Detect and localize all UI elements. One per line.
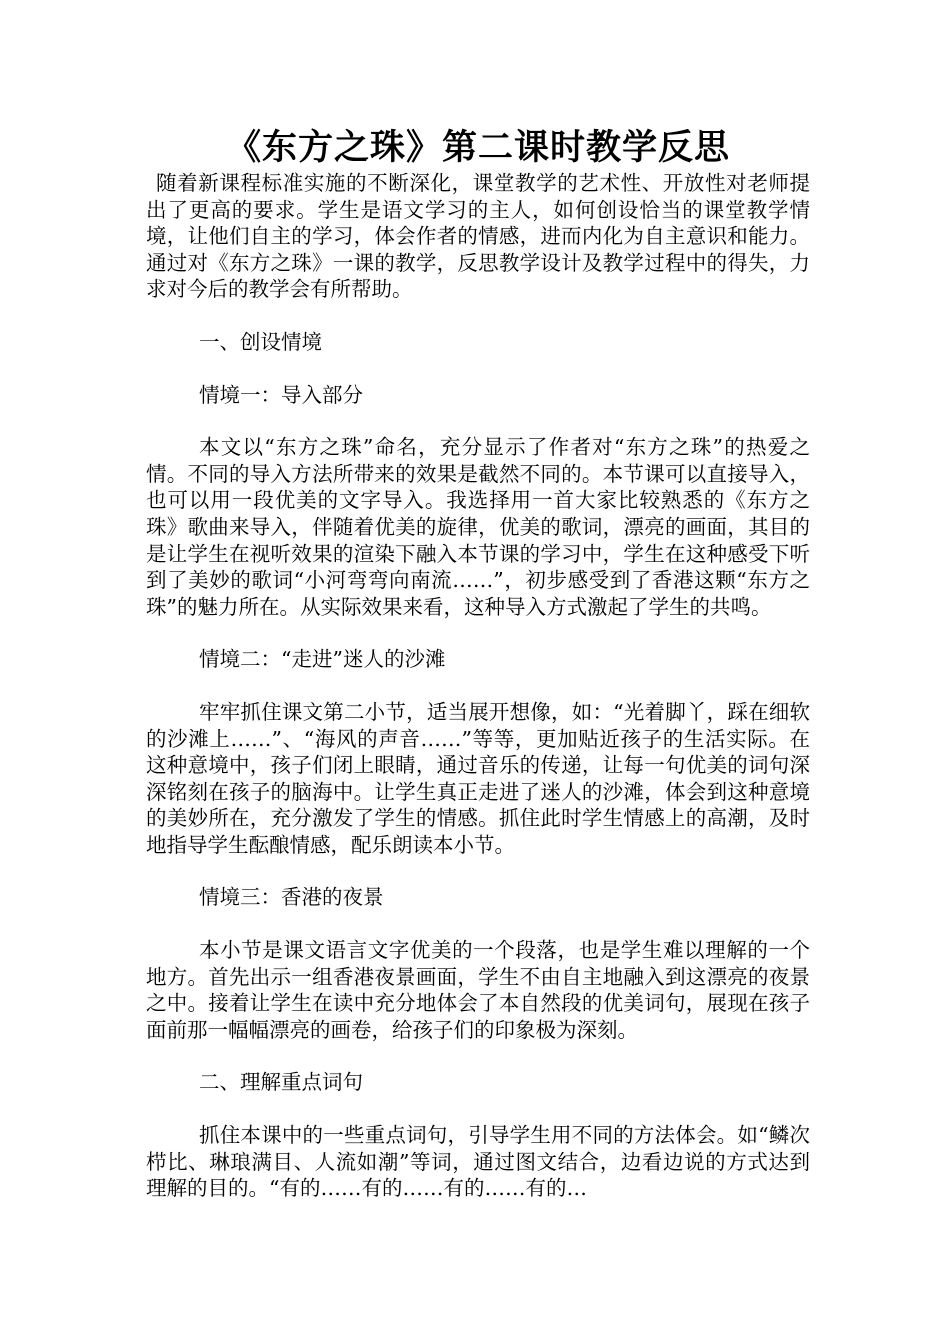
scene-heading-3: 情境三：香港的夜景 (199, 885, 384, 910)
scene-paragraph-2: 牢牢抓住课文第二小节，适当展开想像，如：“光着脚丫，踩在细软的沙滩上……”、“海风的声音……”等等，更加贴近孩子的生活实际。在这种意境中，孩子们闭上眼睛，通过音乐的传递，让每一句优美的词句深深铭刻在孩子的脑海中。让学生真正走进了迷人的沙滩，体会到这种意境的美妙所在，充分激发了学生的情感。抓住此时学生情感上的高潮，及时地指导学生酝酿情感，配乐朗读本小节。 (146, 699, 810, 857)
section-heading-2: 二、理解重点词句 (199, 1070, 363, 1095)
scene-heading-1: 情境一：导入部分 (199, 382, 363, 407)
intro-paragraph: 随着新课程标准实施的不断深化，课堂教学的艺术性、开放性对老师提出了更高的要求。学生是语文学习的主人，如何创设恰当的课堂教学情境，让他们自主的学习，体会作者的情感，进而内化为自主意识和能力。通过对《东方之珠》一课的教学，反思教学设计及教学过程中的得失，力求对今后的教学会有所帮助。 (146, 171, 810, 302)
section-heading-1: 一、创设情境 (199, 329, 322, 354)
document-page (146, 126, 810, 1202)
scene-paragraph-3: 本小节是课文语言文字优美的一个段落，也是学生难以理解的一个地方。首先出示一组香港夜景画面，学生不由自主地融入到这漂亮的夜景之中。接着让学生在读中充分地体会了本自然段的优美词句，展现在孩子面前那一幅幅漂亮的画卷，给孩子们的印象极为深刻。 (146, 938, 810, 1042)
scene-paragraph-1: 本文以“东方之珠”命名，充分显示了作者对“东方之珠”的热爱之情。不同的导入方法所带来的效果是截然不同的。本节课可以直接导入，也可以用一段优美的文字导入。我选择用一首大家比较熟悉的《东方之珠》歌曲来导入，伴随着优美的旋律，优美的歌词，漂亮的画面，其目的是让学生在视听效果的渲染下融入本节课的学习中，学生在这种感受下听到了美妙的歌词“小河弯弯向南流……”，初步感受到了香港这颗“东方之珠”的魅力所在。从实际效果来看，这种导入方式激起了学生的共鸣。 (146, 435, 810, 619)
section-paragraph-2: 抓住本课中的一些重点词句，引导学生用不同的方法体会。如“鳞次栉比、琳琅满目、人流如潮”等词，通过图文结合，边看边说的方式达到理解的目的。“有的……有的……有的……有的… (146, 1123, 810, 1201)
document-title: 《东方之珠》第二课时教学反思 (225, 128, 730, 168)
scene-heading-2: 情境二：“走进”迷人的沙滩 (199, 647, 446, 672)
